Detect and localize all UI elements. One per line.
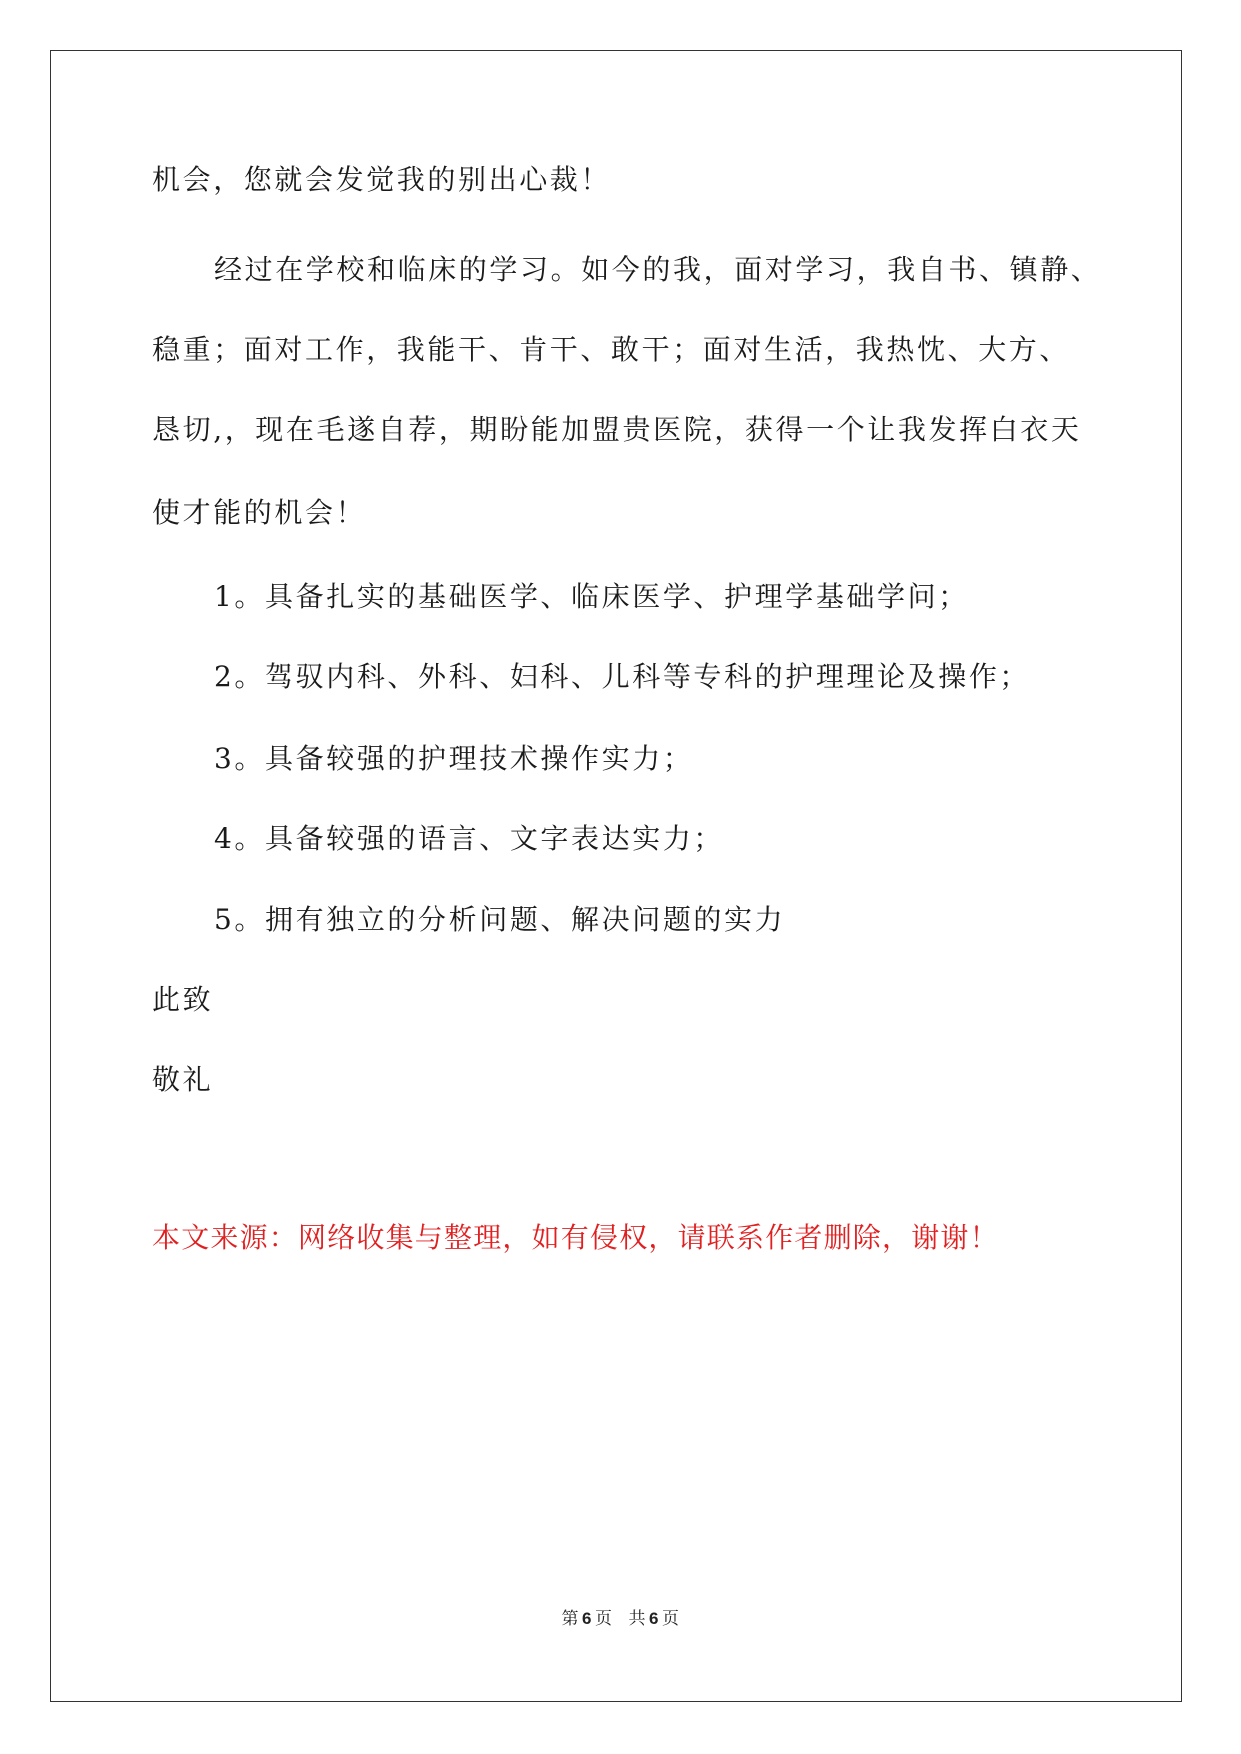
page-total: 6 bbox=[649, 1609, 659, 1628]
paragraph-line: 经过在学校和临床的学习。如今的我，面对学习，我自书、镇静、 bbox=[214, 253, 1102, 286]
page-current: 6 bbox=[582, 1609, 592, 1628]
closing-salutation: 此致 bbox=[152, 983, 214, 1016]
closing-regards: 敬礼 bbox=[152, 1063, 214, 1096]
paragraph-line: 使才能的机会！ bbox=[152, 496, 367, 529]
list-item: 5。拥有独立的分析问题、解决问题的实力 bbox=[214, 903, 786, 936]
list-item: 1。具备扎实的基础医学、临床医学、护理学基础学问； bbox=[214, 580, 969, 613]
list-item: 3。具备较强的护理技术操作实力； bbox=[214, 742, 694, 775]
paragraph-line: 恳切,，现在毛遂自荐，期盼能加盟贵医院，获得一个让我发挥白衣天 bbox=[152, 413, 1082, 446]
page-border bbox=[50, 50, 1182, 1702]
page-suffix: 页 bbox=[595, 1609, 613, 1629]
list-item: 4。具备较强的语言、文字表达实力； bbox=[214, 822, 725, 855]
paragraph-line: 稳重；面对工作，我能干、肯干、敢干；面对生活，我热忱、大方、 bbox=[152, 333, 1071, 366]
total-suffix: 页 bbox=[661, 1609, 680, 1629]
page-footer bbox=[0, 1608, 1241, 1630]
total-prefix: 共 bbox=[628, 1609, 646, 1629]
page-prefix: 第 bbox=[561, 1609, 580, 1629]
list-item: 2。驾驭内科、外科、妇科、儿科等专科的护理理论及操作； bbox=[214, 660, 1031, 693]
source-note: 本文来源：网络收集与整理，如有侵权，请联系作者删除，谢谢！ bbox=[152, 1221, 999, 1254]
paragraph-line: 机会，您就会发觉我的别出心裁！ bbox=[152, 163, 612, 196]
